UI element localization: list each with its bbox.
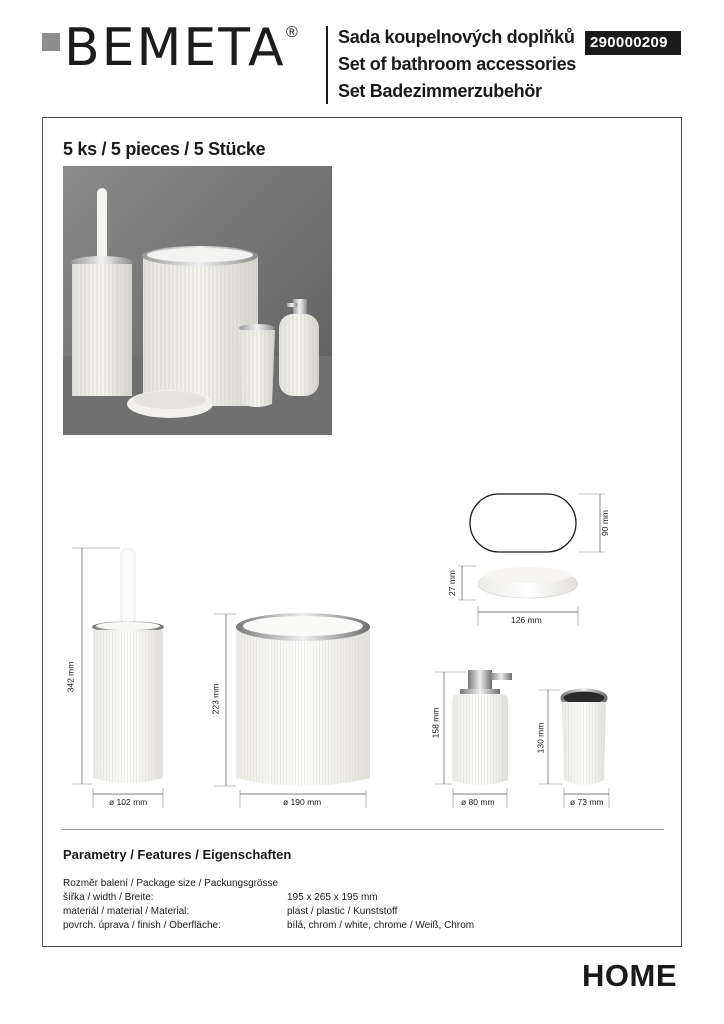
soap-dish-top-view <box>470 494 576 552</box>
features-title: Parametry / Features / Eigenschaften <box>63 847 292 862</box>
spec-row <box>63 891 623 905</box>
title-cz: Sada koupelnových doplňků <box>338 27 575 47</box>
section-divider <box>62 829 664 830</box>
spec-value: plast / plastic / Kunststoff <box>287 906 398 917</box>
spec-label: materiál / material / Material: <box>63 906 190 917</box>
spec-label: povrch. úprava / finish / Oberfläche: <box>63 920 221 931</box>
brush-diameter-label: ø 102 mm <box>109 797 148 807</box>
spec-value: bílá, chrom / white, chrome / Weiß, Chrom <box>287 920 475 931</box>
soap-dish-height-label: 27 mm <box>446 570 457 596</box>
soap-dish-depth-label: 90 mm <box>599 510 610 536</box>
tumbler-diameter-label: ø 73 mm <box>570 797 604 807</box>
tumbler-height-label: 130 mm <box>535 722 546 754</box>
soap-dish-width-label: 126 mm <box>511 615 542 625</box>
dispenser-height-label: 158 mm <box>430 707 441 739</box>
spec-value: 195 x 265 x 195 mm <box>287 892 378 903</box>
bin-diameter-label: ø 190 mm <box>283 797 322 807</box>
spec-label: šířka / width / Breite: <box>63 892 154 903</box>
dispenser-diameter-label: ø 80 mm <box>461 797 495 807</box>
title-de: Set Badezimmerzubehör <box>338 81 542 101</box>
spec-label: Rozměr balení / Package size / Packungsgrösse <box>63 878 279 889</box>
spec-table <box>63 877 623 933</box>
category-label: HOME <box>582 958 677 993</box>
toilet-brush-handle <box>121 548 135 624</box>
brush-height-label: 342 mm <box>65 661 76 693</box>
pieces-title: 5 ks / 5 pieces / 5 Stücke <box>63 139 266 159</box>
bin-height-label: 223 mm <box>210 683 221 715</box>
brand-logo: BEMETA <box>64 18 286 78</box>
registered-mark: ® <box>286 24 298 41</box>
spec-row <box>63 919 623 933</box>
spec-row <box>63 905 623 919</box>
title-en: Set of bathroom accessories <box>338 54 576 74</box>
product-code-badge: 290000209 <box>585 31 681 55</box>
dispenser-pump <box>468 670 492 692</box>
spec-row <box>63 877 623 891</box>
